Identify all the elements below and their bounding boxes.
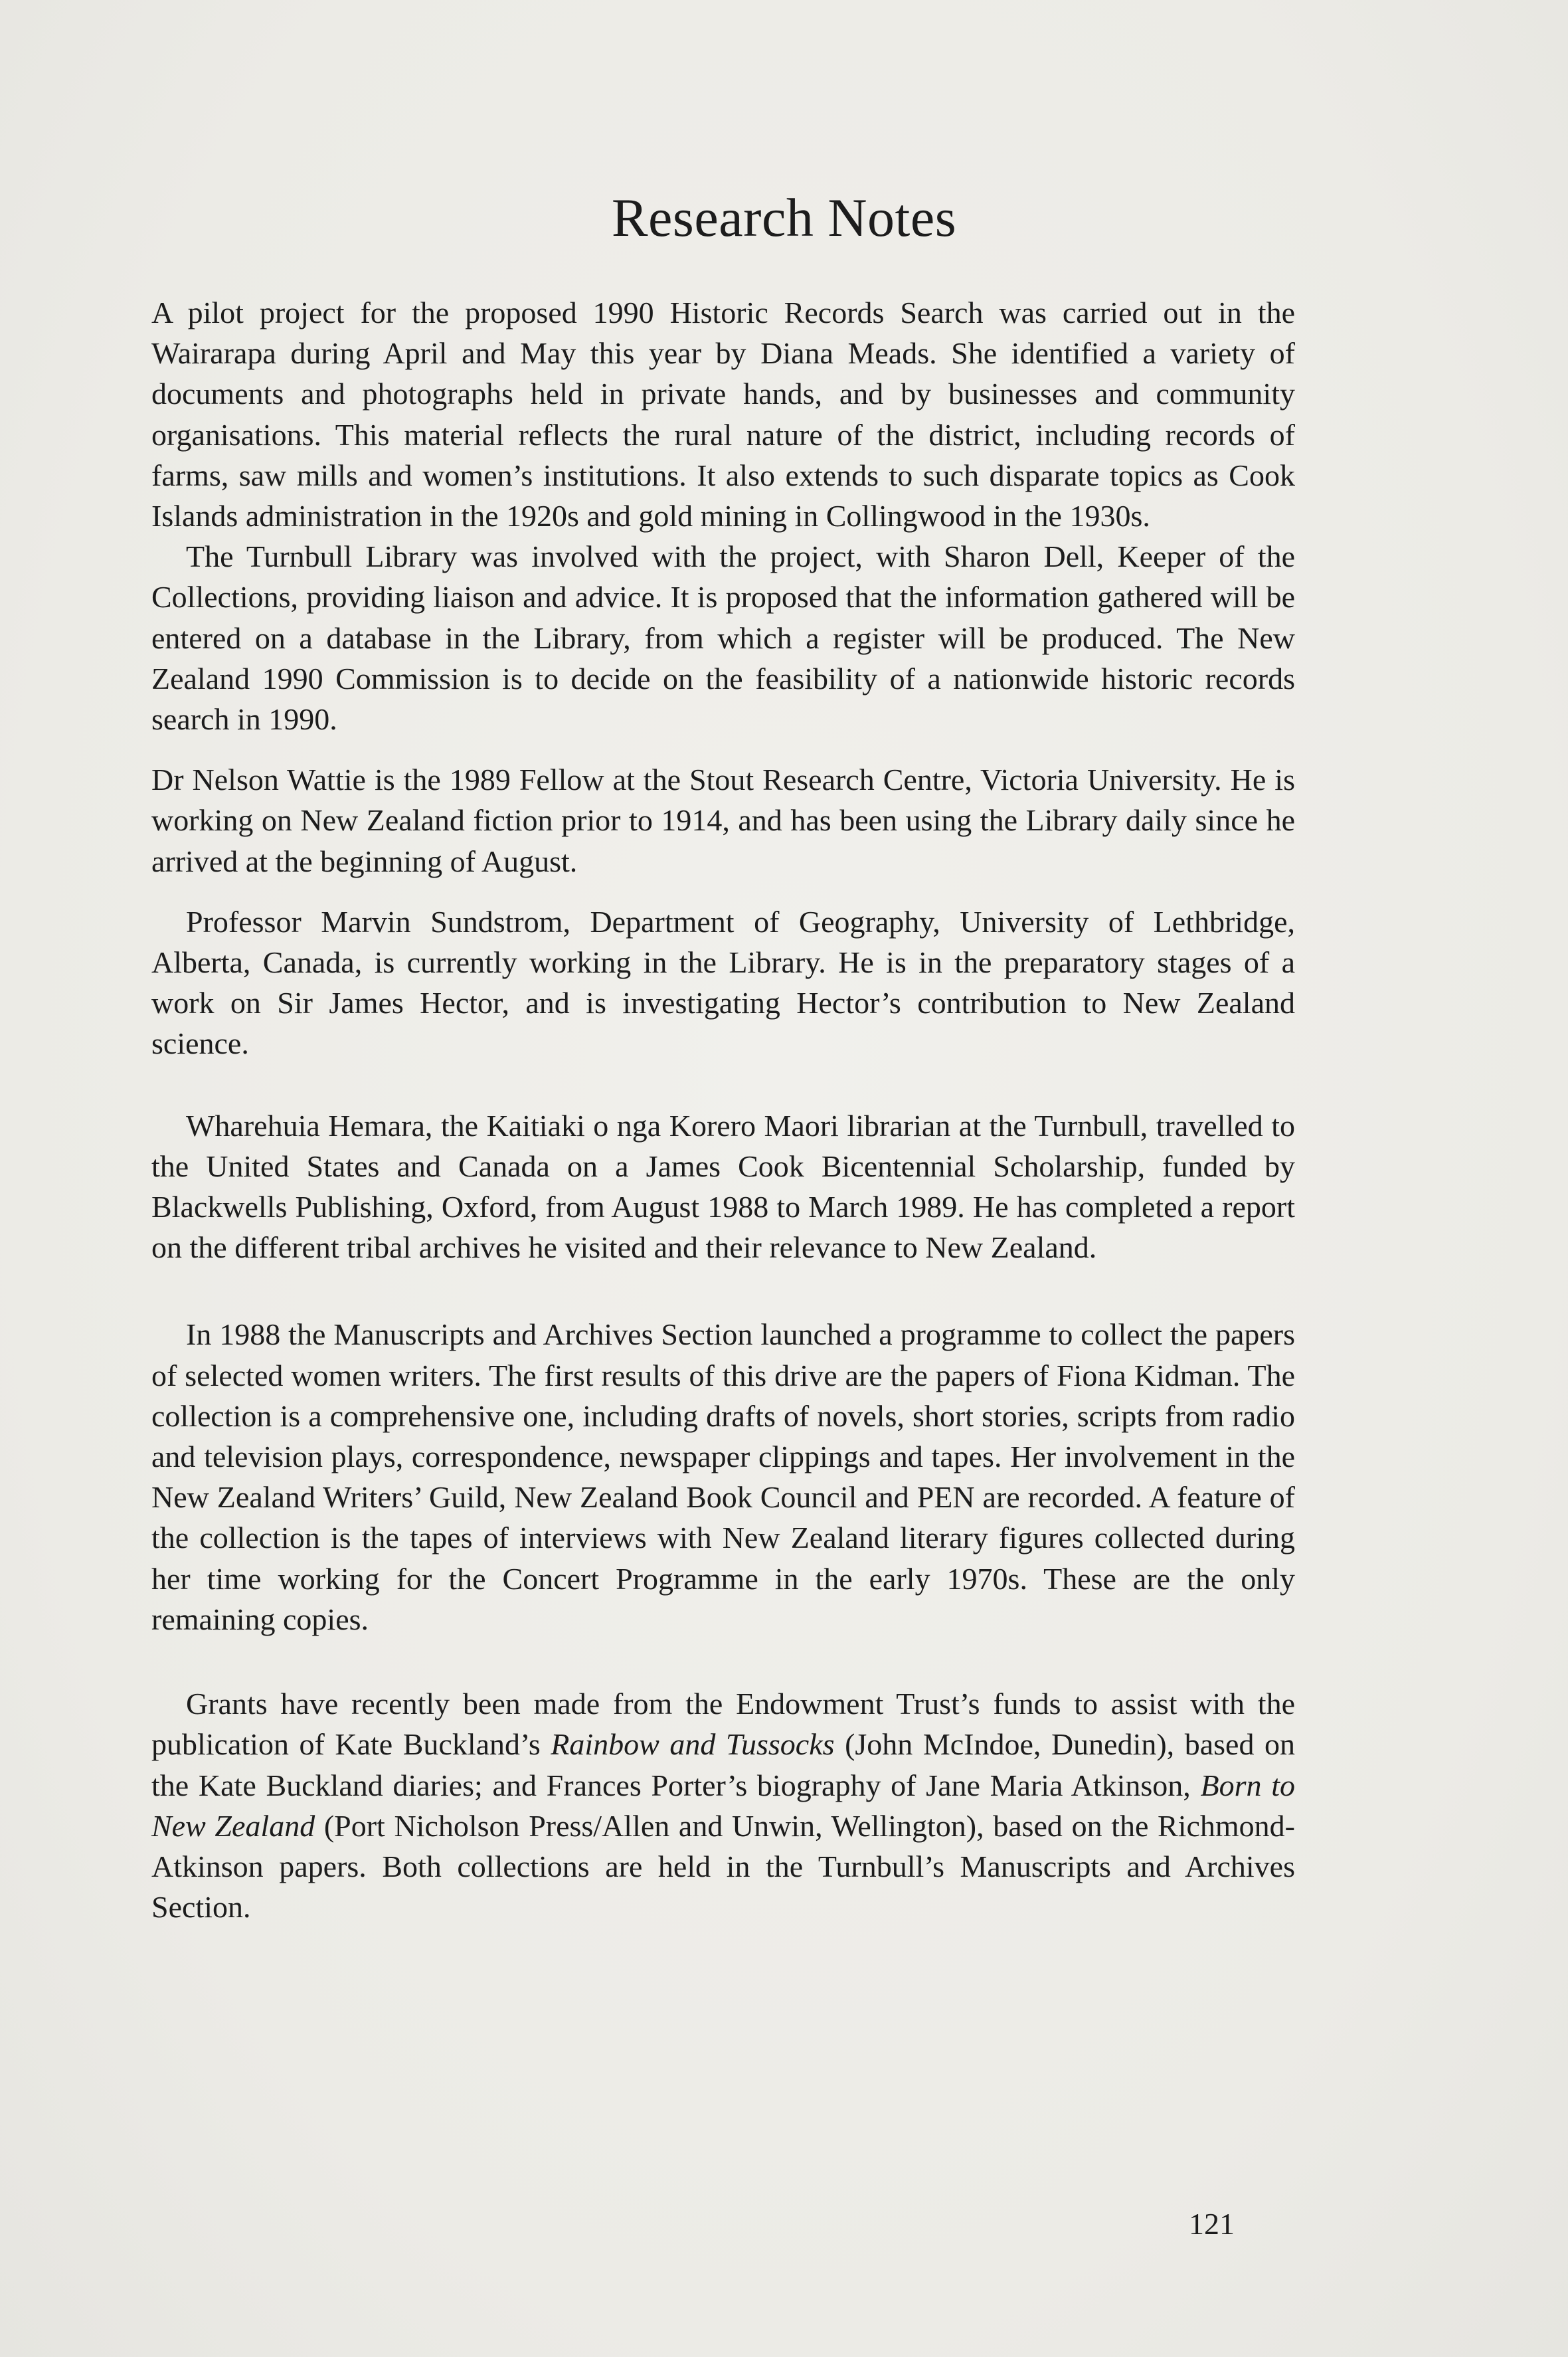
book-title-rainbow-and-tussocks: Rainbow and Tussocks	[551, 1727, 835, 1762]
paragraph-endowment-grants	[151, 1683, 1295, 1927]
page-title: Research Notes	[611, 187, 957, 248]
paragraph-nelson-wattie: Dr Nelson Wattie is the 1989 Fellow at the Stout Research Centre, Victoria University. He is working on New Zealand fiction prior to 1914, and has been using the Library daily since he arrived at the beginning of August.	[151, 763, 1295, 878]
paragraph-historic-records: A pilot project for the proposed 1990 Historic Records Search was carried out in the Wairarapa during April and May this year by Diana Meads. She identified a variety of documents and photographs held in private hands, and by businesses and community organisations. This material reflects the rural nature of the district, including records of farms, saw mills and women’s institutions. It also extends to such disparate topics as Cook Islands administration in the 1920s and gold mining in Collingwood in the 1930s.	[151, 296, 1295, 533]
grants-text-c: (John McIndoe, Dunedin), based on the Kate Buckland diaries; and Frances Porter’s biography of Jane Maria Atkinson,	[151, 1727, 1296, 1802]
paragraph-turnbull-project: The Turnbull Library was involved with the project, with Sharon Dell, Keeper of the Collections, providing liaison and advice. It is proposed that the information gathered will be entered on a database in the Library, from which a register will be produced. The New Zealand 1990 Commission is to decide on the feasibility of a nationwide historic records search in 1990.	[151, 539, 1295, 737]
paragraph-wharehuia-hemara: Wharehuia Hemara, the Kaitiaki o nga Korero Maori librarian at the Turnbull, travelled to the United States and Canada on a James Cook Bicentennial Scholarship, funded by Blackwells Publishing, Oxford, from August 1988 to March 1989. He has completed a report on the different tribal archives he visited and their relevance to New Zealand.	[151, 1108, 1295, 1265]
grants-text-e: (Port Nicholson Press/Allen and Unwin, Wellington), based on the Richmond-Atkinson papers. Both collections are held in the Turnbull’s Manuscripts and Archives Section.	[151, 1808, 1295, 1925]
article-body	[151, 292, 1295, 1927]
book-title-born-to-new-zealand: Born to New Zealand	[151, 1768, 1296, 1843]
paragraph-women-writers: In 1988 the Manuscripts and Archives Section launched a programme to collect the papers of selected women writers. The first results of this drive are the papers of Fiona Kidman. The collection is a comprehensive one, including drafts of novels, short stories, scripts from radio and television plays, correspondence, newspaper clippings and tapes. Her involvement in the New Zealand Writers’ Guild, New Zealand Book Council and PEN are recorded. A feature of the collection is the tapes of interviews with New Zealand literary figures collected during her time working for the Concert Programme in the early 1970s. These are the only remaining copies.	[151, 1317, 1295, 1636]
grants-text-a: Grants have recently been made from the Endowment Trust’s funds to assist with the publication of Kate Buckland’s	[151, 1687, 1295, 1762]
paragraph-marvin-sundstrom: Professor Marvin Sundstrom, Department of Geography, University of Lethbridge, Alberta, Canada, is currently working in the Library. He is in the preparatory stages of a work on Sir James Hector, and is investigating Hector’s contribution to New Zealand science.	[151, 904, 1295, 1061]
page-number: 121	[1189, 2207, 1235, 2241]
